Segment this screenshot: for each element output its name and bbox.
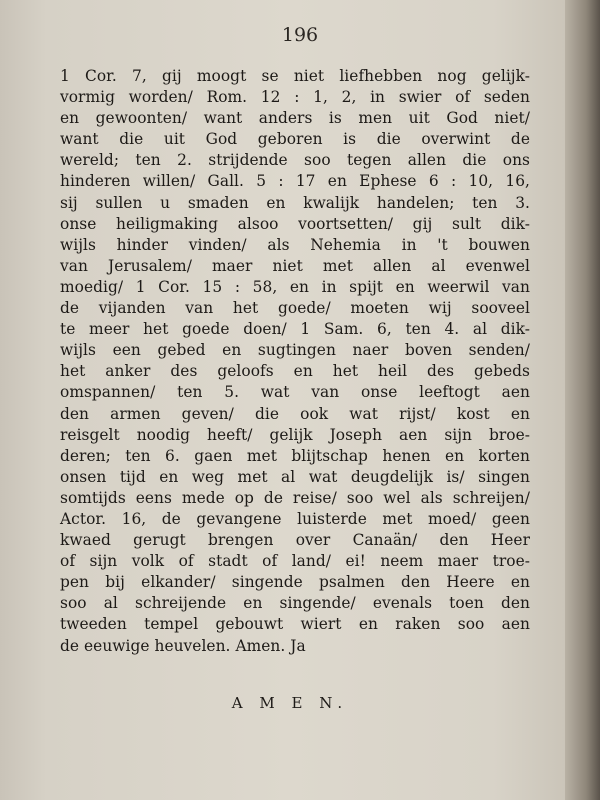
text-line: pen bij elkander/ singende psalmen den Heere en (60, 573, 530, 592)
text-line: soo al schreijende en singende/ evenals toen den (60, 594, 530, 613)
text-line: de vijanden van het goede/ moeten wij sooveel (60, 299, 530, 318)
text-line: sij sullen u smaden en kwalijk handelen; ten 3. (60, 193, 530, 212)
text-line: kwaed gerugt brengen over Canaän/ den Heer (60, 531, 530, 550)
text-line: wijls een gebed en sugtingen naer boven senden/ (60, 341, 530, 360)
text-line: wijls hinder vinden/ als Nehemia in 't bouwen (60, 235, 530, 254)
text-line: moedig/ 1 Cor. 15 : 58, en in spijt en weerwil van (60, 277, 530, 296)
text-line: onsen tijd en weg met al wat deugdelijk is/ singen (60, 467, 530, 486)
text-line: vormig worden/ Rom. 12 : 1, 2, in swier of seden (60, 88, 530, 107)
text-line: onse heiligmaking alsoo voortsetten/ gij sult dik- (60, 214, 530, 233)
page-number: 196 (281, 24, 319, 46)
text-line: somtijds eens mede op de reise/ soo wel als schreijen/ (60, 488, 530, 507)
page-edge-shadow (565, 0, 600, 800)
text-line: deren; ten 6. gaen met blijtschap henen en korten (60, 446, 530, 465)
text-line: want die uit God geboren is die overwint de (60, 130, 530, 149)
text-line: van Jerusalem/ maer niet met allen al evenwel (60, 256, 530, 275)
text-line: 1 Cor. 7, gij moogt se niet liefhebben nog gelijk- (60, 67, 530, 85)
text-line: den armen geven/ die ook wat rijst/ kost en (60, 404, 530, 423)
text-line-last: de eeuwige heuvelen. Amen. Ja (60, 636, 306, 655)
text-line: het anker des geloofs en het heil des gebeds (60, 362, 530, 381)
text-line: tweeden tempel gebouwt wiert en raken soo aen (60, 615, 530, 634)
show-through-texture (230, 720, 550, 800)
text-line: te meer het goede doen/ 1 Sam. 6, ten 4. al dik- (60, 320, 530, 339)
text-line: of sijn volk of stadt of land/ ei! neem maer troe- (60, 552, 530, 571)
text-line: omspannen/ ten 5. wat van onse leeftogt aen (60, 383, 530, 402)
closing-amen: A M E N. (231, 694, 349, 712)
text-line: reisgelt noodig heeft/ gelijk Joseph aen sijn broe- (60, 425, 530, 444)
text-line: Actor. 16, de gevangene luisterde met moed/ geen (60, 509, 530, 528)
text-line: en gewoonten/ want anders is men uit God niet/ (60, 109, 530, 128)
text-line: wereld; ten 2. strijdende soo tegen allen die ons (60, 151, 530, 170)
body-text (60, 66, 530, 657)
text-line: hinderen willen/ Gall. 5 : 17 en Ephese 6 : 10, 16, (60, 172, 530, 191)
